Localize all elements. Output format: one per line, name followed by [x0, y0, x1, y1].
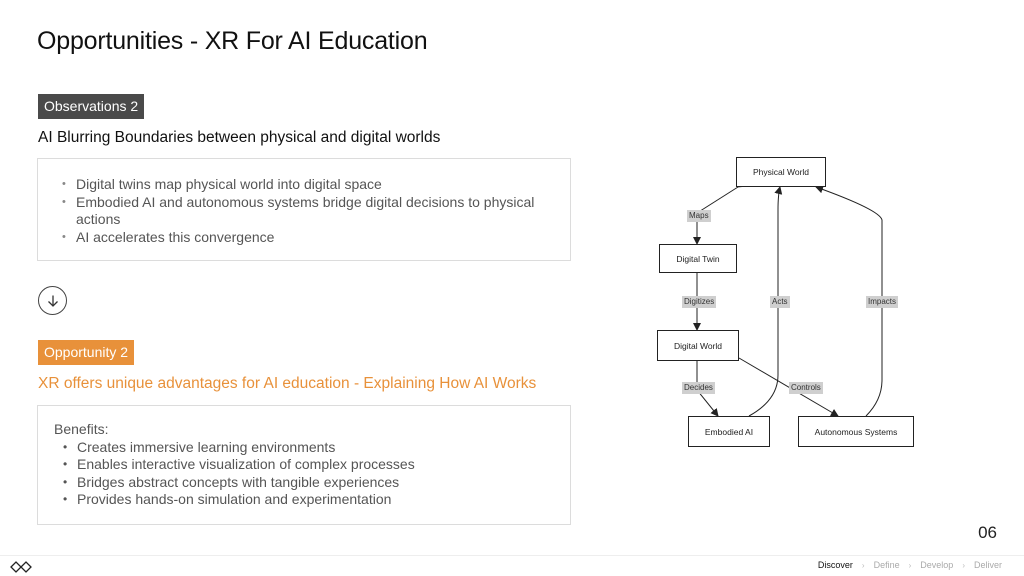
logo-icon — [10, 560, 32, 576]
benefit-bullet: • Provides hands-on simulation and experimentation — [63, 491, 554, 509]
benefit-bullet: • Creates immersive learning environments — [63, 439, 554, 457]
observation-box — [37, 158, 571, 261]
edge-label-acts: Acts — [772, 297, 788, 306]
chevron-right-icon: › — [908, 560, 912, 570]
chevron-right-icon: › — [962, 560, 965, 570]
opportunity-heading: XR offers unique advantages for AI education - Explaining How AI Works — [38, 375, 537, 392]
edge-label-maps: Maps — [689, 211, 709, 220]
nav-item-discover[interactable]: Discover — [817, 560, 853, 570]
node-physical-world: Physical World — [736, 157, 826, 187]
node-digital-world: Digital World — [657, 330, 739, 361]
opportunity-tag: Opportunity 2 — [38, 340, 134, 365]
node-digital-twin: Digital Twin — [659, 244, 737, 273]
benefits-list — [54, 439, 554, 509]
footer — [0, 555, 1024, 576]
observation-heading: AI Blurring Boundaries between physical and digital worlds — [38, 129, 441, 146]
arrow-down-icon — [38, 286, 67, 315]
edge-label-controls: Controls — [791, 383, 821, 392]
node-autonomous-systems: Autonomous Systems — [798, 416, 914, 447]
page-title: Opportunities - XR For AI Education — [37, 27, 428, 55]
phase-nav — [818, 560, 1002, 570]
observation-bullet: • AI accelerates this convergence — [62, 229, 546, 247]
flow-diagram — [640, 150, 930, 460]
benefit-bullet: • Enables interactive visualization of complex processes — [63, 456, 554, 474]
observation-list — [62, 176, 546, 246]
chevron-right-icon: › — [861, 560, 865, 570]
nav-item-define[interactable]: Define — [873, 560, 900, 570]
nav-item-deliver[interactable]: Deliver — [973, 560, 1002, 570]
opportunity-box — [37, 405, 571, 525]
nav-item-develop[interactable]: Develop — [920, 560, 954, 570]
node-embodied-ai: Embodied AI — [688, 416, 770, 447]
observation-bullet: • Digital twins map physical world into digital space — [62, 176, 546, 194]
observation-bullet: • Embodied AI and autonomous systems bridge digital decisions to physical actions — [62, 194, 546, 229]
edge-label-digitizes: Digitizes — [684, 297, 715, 306]
edge-label-impacts: Impacts — [868, 297, 897, 306]
edge-label-decides: Decides — [684, 383, 713, 392]
observation-tag: Observations 2 — [38, 94, 144, 119]
page-number: 06 — [978, 523, 997, 542]
benefits-label: Benefits: — [54, 421, 109, 437]
benefit-bullet: • Bridges abstract concepts with tangible experiences — [63, 474, 554, 492]
